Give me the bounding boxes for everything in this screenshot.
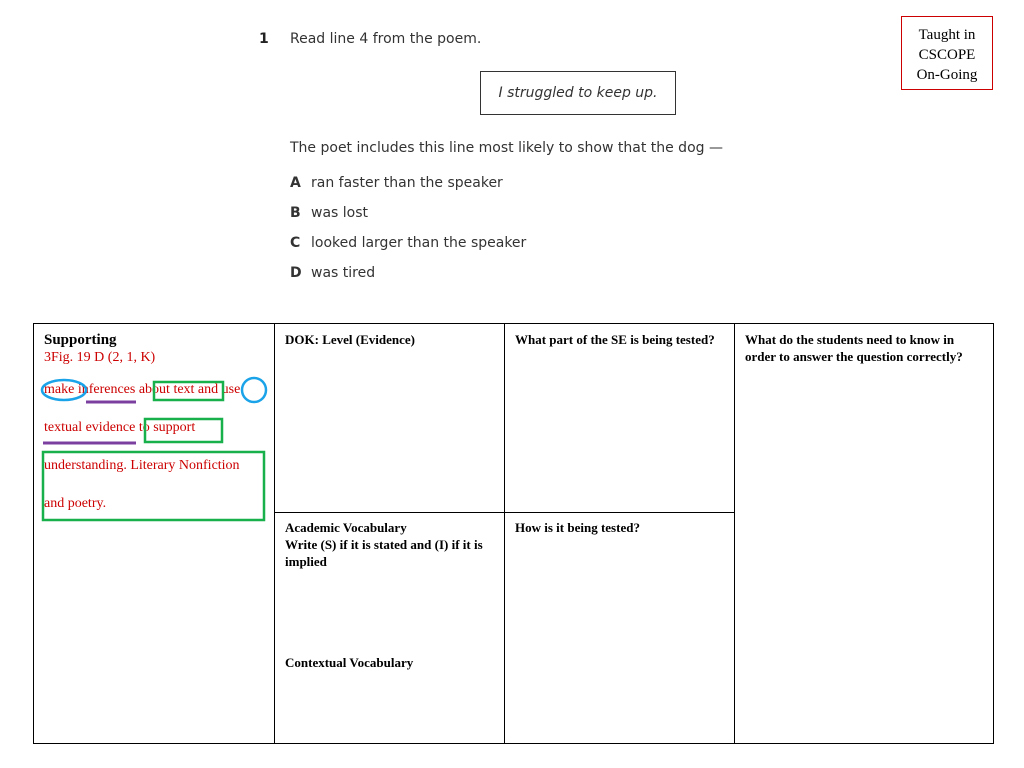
taught-note-line: Taught in	[918, 27, 976, 43]
answer-choice-c[interactable]	[290, 235, 526, 251]
box-mark	[145, 419, 222, 442]
column-divider	[274, 324, 275, 743]
se-text-line: and poetry.	[44, 496, 107, 511]
taught-note-line: CSCOPE	[918, 47, 976, 63]
se-part-label: What part of the SE is being tested?	[515, 332, 715, 347]
contextual-vocabulary-label: Contextual Vocabulary	[285, 655, 414, 670]
column-divider	[734, 324, 735, 743]
answer-choice-b[interactable]	[290, 205, 368, 221]
choice-text: was lost	[311, 205, 369, 221]
se-text-line: textual evidence to support	[44, 420, 196, 435]
column-divider	[504, 324, 505, 743]
taught-note-box	[901, 16, 993, 90]
box-mark	[43, 452, 264, 520]
academic-vocabulary-label: Academic Vocabulary	[285, 520, 407, 535]
analysis-table	[33, 323, 994, 744]
se-code: 3Fig. 19 D (2, 1, K)	[44, 350, 156, 365]
se-text-line: understanding. Literary Nonfiction	[44, 458, 240, 473]
students-need-label: What do the students need to know in order to answer the question correctly?	[745, 332, 963, 364]
question-number: 1	[259, 31, 269, 47]
dok-level-label: DOK: Level (Evidence)	[285, 332, 415, 347]
circle-mark	[242, 378, 266, 402]
answer-choice-a[interactable]	[290, 175, 503, 191]
choice-letter: C	[290, 235, 301, 251]
circle-mark	[42, 380, 86, 400]
choice-text: looked larger than the speaker	[311, 235, 527, 251]
answer-choice-d[interactable]	[290, 265, 375, 281]
se-text-line: make inferences about text and use	[44, 382, 241, 397]
question-prompt: Read line 4 from the poem.	[290, 31, 482, 47]
choice-letter: D	[290, 265, 302, 281]
academic-vocabulary-instruction: Write (S) if it is stated and (I) if it is implied	[285, 537, 483, 569]
choice-letter: B	[290, 205, 301, 221]
question-stem: The poet includes this line most likely to show that the dog —	[290, 140, 723, 156]
taught-note-line: On-Going	[916, 67, 978, 83]
box-mark	[154, 382, 223, 400]
quote-box: I struggled to keep up.	[480, 71, 676, 115]
row-divider	[274, 512, 734, 513]
choice-letter: A	[290, 175, 301, 191]
se-annotation-marks	[34, 324, 274, 524]
choice-text: was tired	[311, 265, 376, 281]
choice-text: ran faster than the speaker	[311, 175, 503, 191]
supporting-title: Supporting	[44, 332, 117, 348]
how-tested-label: How is it being tested?	[515, 520, 640, 535]
